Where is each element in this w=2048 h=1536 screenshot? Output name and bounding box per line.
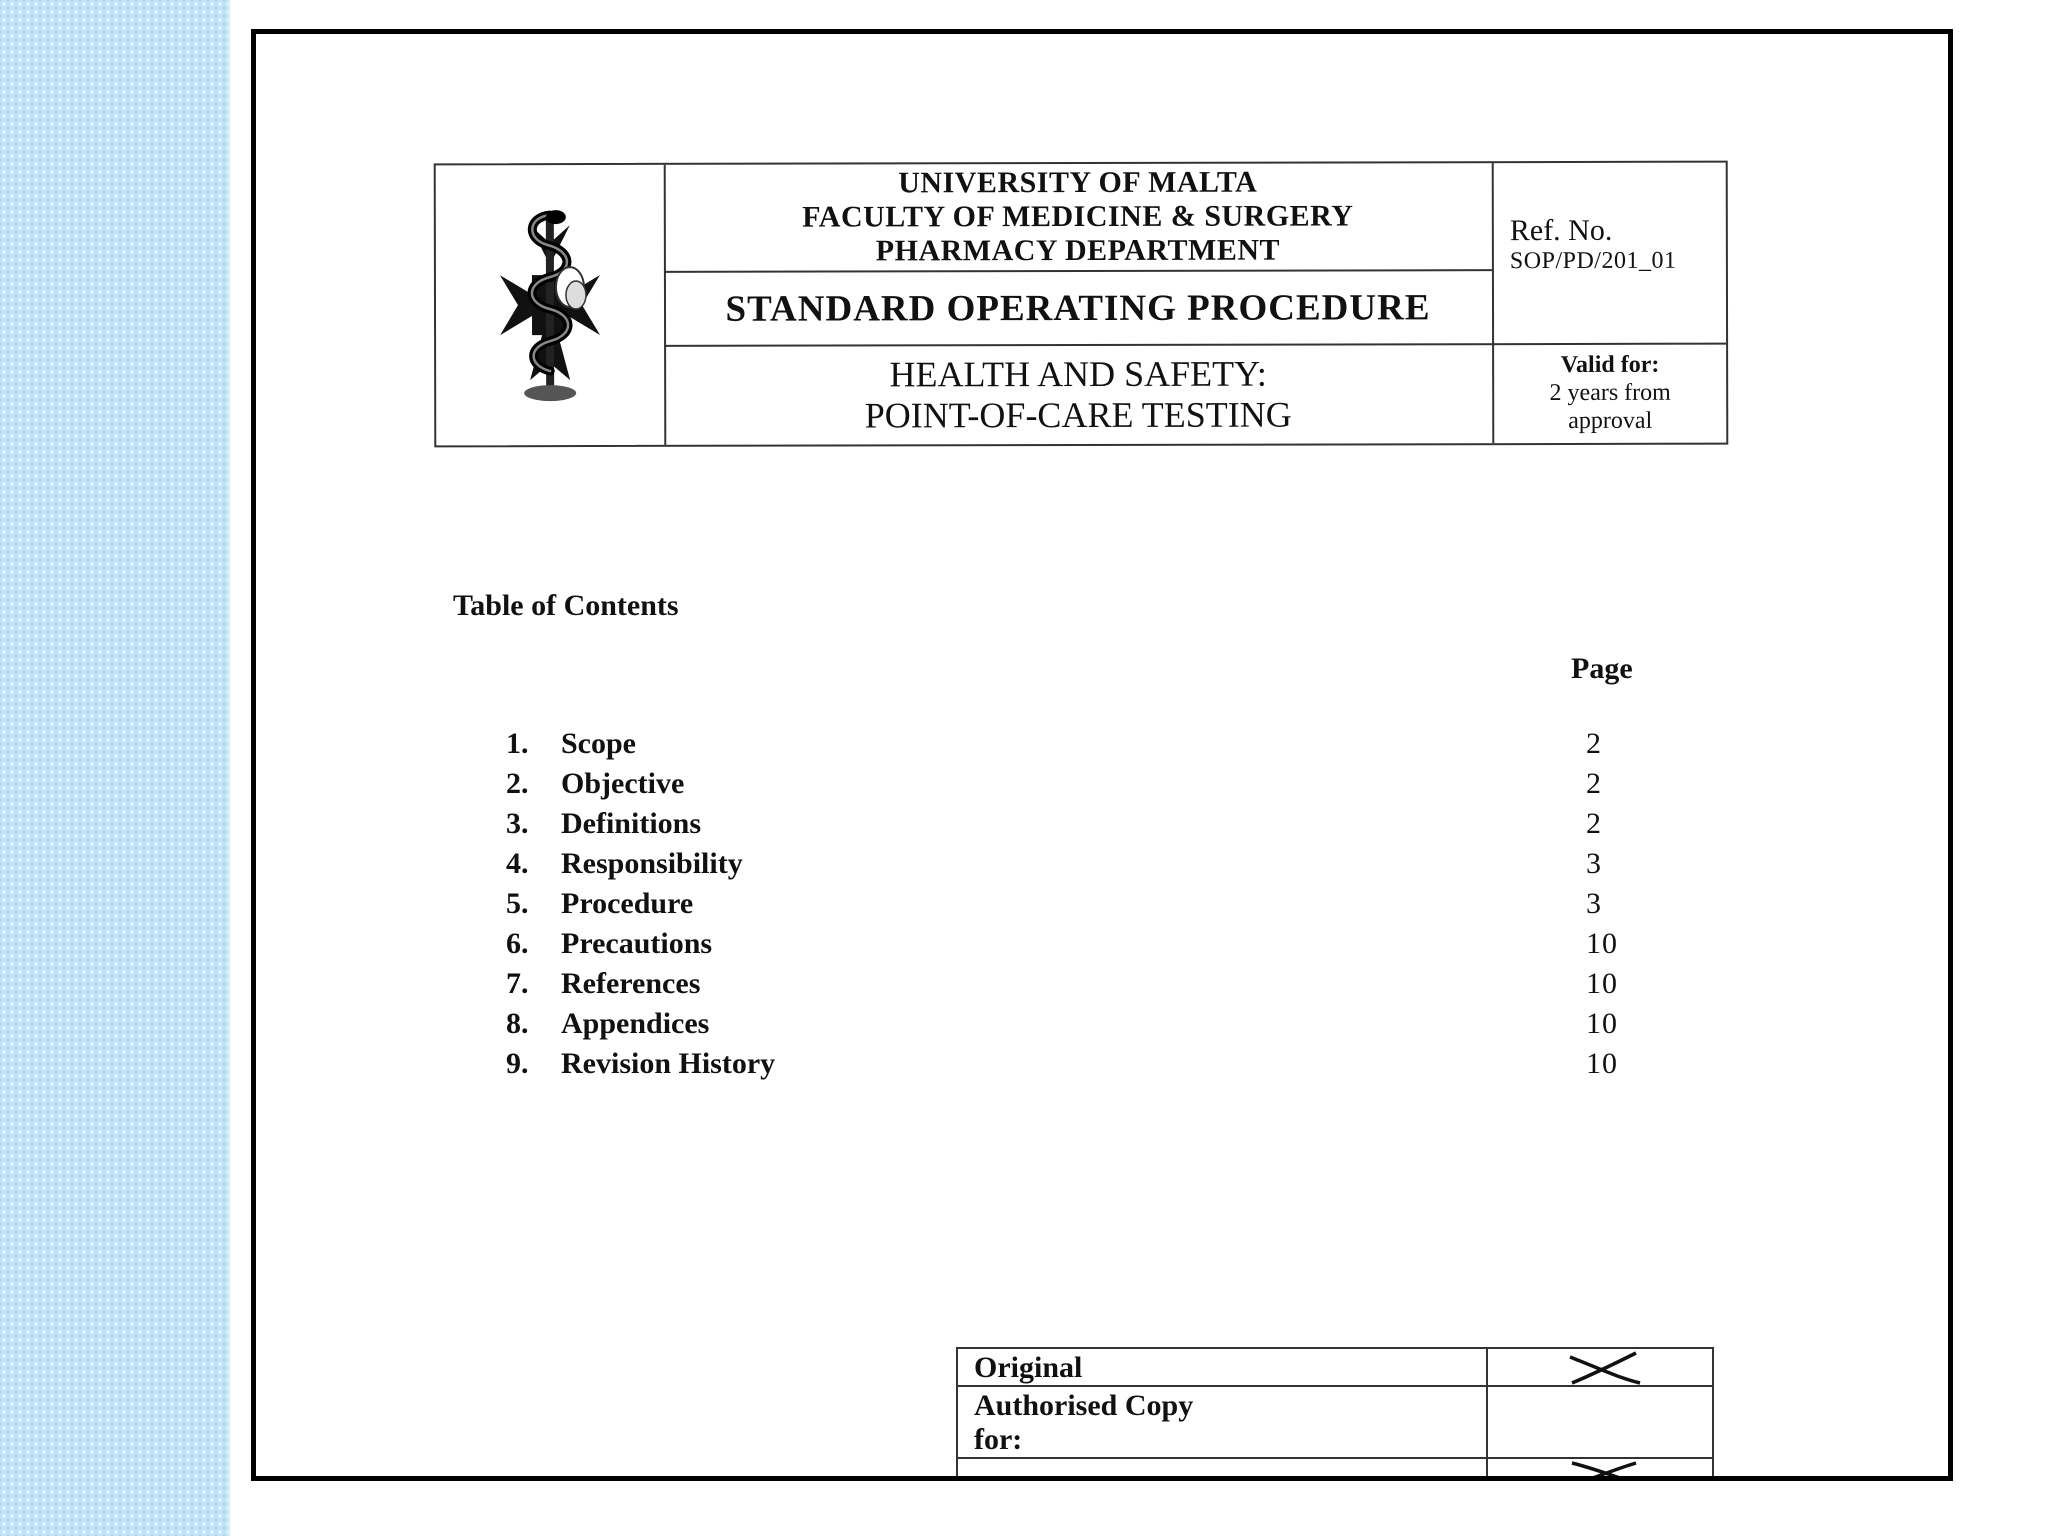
toc-item-label: Responsibility: [561, 847, 743, 880]
toc-item-scope: [506, 724, 1656, 764]
toc-item-number: 5.: [506, 887, 529, 920]
x-mark-icon: [1566, 1351, 1644, 1385]
toc-item-label: Objective: [561, 767, 685, 800]
toc-item-page: 10: [1586, 1007, 1618, 1040]
copy-row-authorised: [958, 1387, 1712, 1459]
toc-item-label: Precautions: [561, 927, 713, 960]
toc-item-label: Appendices: [561, 1007, 710, 1040]
toc-item-label: Scope: [561, 727, 636, 760]
toc-item-label: Procedure: [561, 887, 694, 920]
toc-item-page: 10: [1586, 927, 1618, 960]
authorised-for-label: for:: [974, 1423, 1023, 1456]
toc-item-label: References: [561, 967, 701, 1000]
document-page: [251, 29, 1953, 1481]
valid-line-2: approval: [1568, 407, 1653, 434]
toc-item-page: 3: [1586, 887, 1602, 920]
toc-item-procedure: [506, 884, 1656, 924]
toc-item-precautions: [506, 924, 1656, 964]
validity-cell: [1494, 343, 1726, 443]
toc-item-number: 8.: [506, 1007, 529, 1040]
caduceus-logo-icon: [436, 165, 665, 445]
authorised-mark-cell: [1486, 1387, 1712, 1457]
toc-item-number: 1.: [506, 727, 529, 760]
document-title-line-2: POINT-OF-CARE TESTING: [864, 394, 1292, 436]
ref-value: SOP/PD/201_01: [1509, 247, 1677, 275]
sop-title: STANDARD OPERATING PROCEDURE: [725, 286, 1431, 330]
toc-item-number: 2.: [506, 767, 529, 800]
toc-item-appendices: [506, 1004, 1656, 1044]
partial-mark-cell: [1486, 1459, 1712, 1481]
toc-item-number: 7.: [506, 967, 529, 1000]
department-name: PHARMACY DEPARTMENT: [875, 233, 1281, 268]
original-mark-cell: [1486, 1349, 1712, 1385]
university-name: UNIVERSITY OF MALTA: [898, 165, 1258, 200]
document-title: [666, 345, 1490, 443]
authorised-copy-label: Authorised Copy: [974, 1389, 1194, 1422]
toc-item-number: 6.: [506, 927, 529, 960]
original-label: Original: [974, 1351, 1083, 1384]
copy-row-original: [958, 1349, 1712, 1387]
toc-item-label: Revision History: [561, 1047, 776, 1080]
document-header-table: [434, 161, 1729, 448]
toc-item-number: 4.: [506, 847, 529, 880]
valid-label: Valid for:: [1560, 351, 1660, 378]
toc-item-page: 2: [1586, 727, 1602, 760]
toc-item-page: 3: [1586, 847, 1602, 880]
toc-item-number: 3.: [506, 807, 529, 840]
copy-status-table: [956, 1347, 1714, 1481]
copy-row-partial: [958, 1459, 1712, 1481]
toc-page-heading: Page: [1571, 652, 1633, 685]
toc-item-revision-history: [506, 1044, 1656, 1084]
toc-item-objective: [506, 764, 1656, 804]
institution-block: [666, 165, 1490, 271]
toc-item-page: 10: [1586, 967, 1618, 1000]
reference-cell: [1494, 163, 1726, 341]
faculty-name: FACULTY OF MEDICINE & SURGERY: [802, 199, 1354, 234]
toc-item-label: Definitions: [561, 807, 702, 840]
toc-item-definitions: [506, 804, 1656, 844]
toc-heading: Table of Contents: [453, 589, 679, 622]
toc-item-references: [506, 964, 1656, 1004]
decorative-side-strip: [0, 0, 230, 1536]
document-title-line-1: HEALTH AND SAFETY:: [889, 353, 1267, 395]
toc-item-page: 2: [1586, 767, 1602, 800]
toc-item-page: 2: [1586, 807, 1602, 840]
x-mark-icon: [1566, 1461, 1644, 1481]
toc-item-page: 10: [1586, 1047, 1618, 1080]
ref-label: Ref. No.: [1509, 213, 1613, 248]
toc-item-responsibility: [506, 844, 1656, 884]
valid-line-1: 2 years from: [1549, 379, 1671, 407]
toc-item-number: 9.: [506, 1047, 529, 1080]
toc-list: [506, 724, 1656, 1084]
